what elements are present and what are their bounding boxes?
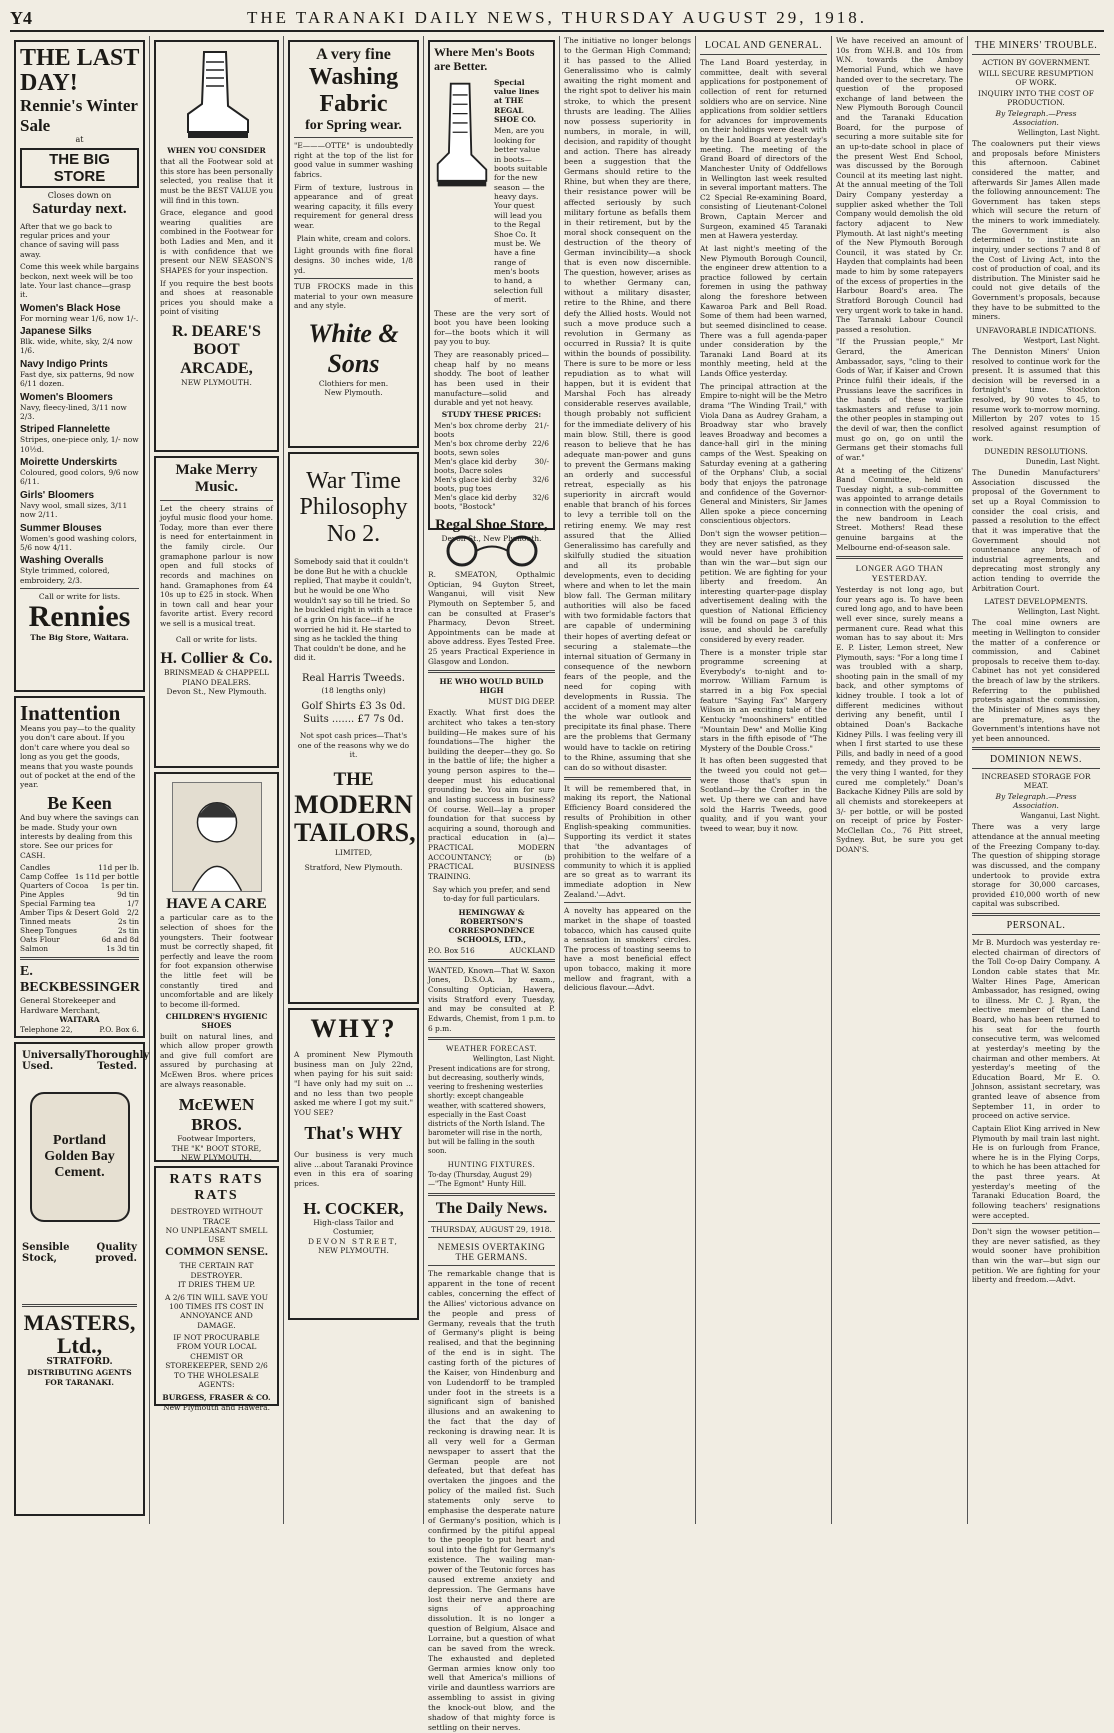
cement-top2: Used. Tested. (22, 1061, 137, 1072)
storage-text: There was a very large attendance at the annual meeting of the Freezing Company to-day. The question of shipping storage was discussed, and the company undertook to provide extra storage for 30,000 carcases, provided £10,000 worth of new capital was subscribed. (972, 822, 1100, 909)
merchant-name: E. BECKBESSINGER (20, 964, 140, 996)
white-sons-brand: White & Sons (308, 319, 399, 378)
build-firm: HEMINGWAY & ROBERTSON'S CORRESPONDENCE SCHOOLS, LTD., (448, 907, 535, 944)
local-text2: At last night's meeting of the New Plymouth Borough Council, the engineer drew attention to a practice followed by certain foremen in using the pathway along the foreshore between Kawaroa Park and Bell Road. Some of them had been warned, but seemed disinclined to cease. There was a full agenda-paper under consideration by the Taranaki Land Board at its monthly meeting, held at the Lands Office yesterday. (700, 243, 827, 378)
price-row: Oats Flour 6d and 8d (20, 935, 139, 945)
price-row: Tinned meats 2s tin (20, 917, 139, 927)
longer-text: Yesterday is not long ago, but four years ago is. To have been cured long ago, and to have been well ever since, surely means a permanent cure. Read what this woman has to say about it: Mrs E. P. Lister, Lemon street, New Plymouth, says: "For a long time I was troubled with a sharp, shooting pain in the small of my back, and other symptoms of kidney trouble. I took a lot of different medicines without deriving any benefit, until I obtained Doan's Backache Kidney Pills. I was feeling very ill when I first started to use these Pills, and badly in need of a good remedy, and they proved to be the very thing I wanted, for they cured me completely." Doan's Backache Kidney Pills are sold by all chemists and storekeepers at 3/- per bottle, or will be posted on receipt of price by Foster-McClellan Co., 76 Pitt street, Sydney. But, be sure you get DOAN'S. (836, 585, 964, 854)
regal-price-row: Men's box chrome derby boots, sewn soles 22/6 (434, 438, 549, 457)
column-4 (424, 36, 560, 1732)
rats-line6: IT DRIES THEM UP. (177, 1280, 256, 1290)
price-row: Quarters of Cocoa 1s per tin. (20, 881, 139, 891)
washing-h3: Fabric (319, 91, 388, 117)
deare-ad (154, 40, 279, 452)
rennies-note: After that we go back to regular prices and your chance of saving will pass away. (20, 221, 119, 259)
cement-ad (14, 1042, 150, 1516)
wowser-advt: Don't sign the wowser petition—they are never satisfied, as they would sooner have prohibition than win the war—but sign our petition. We are fighting for your liberty and freedom.—Advt. (972, 1227, 1100, 1285)
rennies-item-name: Girls' Bloomers (20, 489, 95, 501)
cocker-desc: High-class Tailor and Costumier, (313, 1218, 394, 1237)
washing-text: "E———OTTE" is undoubtedly right at the top of the list for good value in summer washing fabrics. (294, 141, 413, 179)
cement-sack (30, 1092, 130, 1222)
miners-sub3: INQUIRY INTO THE COST OF PRODUCTION. (978, 89, 1094, 107)
cement-agent: DISTRIBUTING AGENTS FOR TARANAKI. (27, 1368, 132, 1387)
column-3 (284, 36, 424, 1524)
rats-line1: DESTROYED WITHOUT TRACE (170, 1207, 263, 1226)
weather-date: Wellington, Last Night. (472, 1055, 555, 1064)
dominion-headline: DOMINION NEWS. (990, 754, 1082, 766)
build-text2: Say which you prefer, and send to-day for full particulars. (432, 884, 551, 904)
col7-text: We have received an amount of 10s from W.H.B. and 10s from W.N. towards the Amboy Memorial Fund, which we have handed over to the secretary. The question of the proposed exchange of land between the New Plymouth Borough Council and the Taranaki Education Board, for the purpose of securing a more suitable site for an up-to-date school in place of the present West End School, was discussed by the Borough Council at its meeting last night. At the annual meeting of the Toll Dairy Company yesterday a supplier asked whether the Toll Company would demolish the old factory adjacent to New Plymouth. At last night's meeting of the New Plymouth Borough Council, it was stated by Cr. Hayden that complaints had been made to him by some ratepayers of the excess of properties in the Harbour Board's area. The Stratford Borough Council had very urgent work to take in hand. The Taranaki Labour Council passed a resolution. (836, 36, 963, 334)
rennies-footer: Call or write for lists. (38, 592, 121, 602)
rennies-item-name: Striped Flannelette (20, 424, 111, 436)
rennies-item-desc: Navy, fleecy-lined, 3/11 now 2/3. (20, 402, 127, 421)
rennies-item-desc: Style trimmed, colored, embroidery, 2/3. (20, 566, 110, 585)
big-store-logo: THE BIG STORE (20, 148, 139, 188)
deare-text: that all the Footwear sold at this store has been personally selected, you realise that it must be the BEST VALUE you will find in this town. (160, 157, 273, 205)
rennies-item-name: Summer Blouses (20, 522, 102, 534)
mcewen-ad (154, 772, 279, 1162)
storage-byline: By Telegraph.—Press Association. (995, 792, 1077, 811)
music-headline: Make Merry Music. (175, 462, 258, 496)
cement-bottom2: Stock, proved. (22, 1253, 137, 1264)
rennies-item-name: Japanese Silks (20, 326, 92, 338)
war-h3: No 2. (326, 520, 381, 547)
washing-frocks: TUB FROCKS made in this material to your own measure and any style. (294, 282, 413, 311)
rennies-item-desc: For morning wear 1/6, now 1/-. (20, 313, 139, 323)
price-row: Sheep Tongues 2s tin (20, 926, 139, 936)
why-headline: WHY? (310, 1014, 397, 1043)
storage-head: INCREASED STORAGE FOR MEAT. (981, 772, 1091, 791)
column-7 (832, 36, 968, 1524)
unfav-text: The Denniston Miners' Union resolved to continue work for the present. It is assumed that this decision will be reversed in a fortnight's time. Stockton resolved, by 90 votes to 45, to resume work to-morrow morning. Millerton by 207 votes to 15 resolved against resumption of work. (972, 346, 1100, 443)
white-sons-sub: Clothiers for men. (318, 379, 389, 388)
regal-name: Regal Shoe Store, (435, 516, 548, 533)
rennies-item-desc: Fast dye, six patterns, 9d now 6/11 dozen. (20, 369, 135, 389)
deare-text3: If you require the best boots and shoes at reasonable prices you should make a point of visiting (160, 278, 273, 317)
deare-town: NEW PLYMOUTH. (181, 378, 252, 388)
child-portrait-illustration (172, 782, 262, 892)
col7-text3: At a meeting of the Citizens' Band Committee, held on Tuesday night, a sub-committee was appointed to arrange details in connection with the opening of the new bandroom in Leach Street. Mothers! Read these genuine bargains at the Melbourne end-of-season sale. (836, 465, 963, 552)
mcewen-sub: CHILDREN'S HYGIENIC SHOES (165, 1011, 268, 1030)
miners-sub1: ACTION BY GOVERNMENT. (981, 58, 1091, 67)
mcewen-town: NEW PLYMOUTH. (181, 1153, 252, 1163)
personal-text: Mr B. Murdoch was yesterday re-elected chairman of directors of the Toll Co-op Dairy Company. A London cable states that Mr. Walter Hines Page, American Ambassador, has resigned, owing to illness. Mr C. J. Ryan, the elective member of the Land Board, who has been returned to his seat for the fourth consecutive term, was welcomed at yesterday's meeting by the chairman and other members. At yesterday's meeting of the Education Board, Mr E. O. Johnson, assistant secretary, was granted leave of absence from September 11, in order to proceed on active service. (972, 938, 1100, 1121)
local-headline: LOCAL AND GENERAL. (704, 40, 823, 51)
rennies-closes: Closes down on (47, 191, 112, 201)
washing-text3: Plain white, cream and colors. (296, 233, 411, 243)
collier-name: H. Collier & Co. (160, 650, 273, 667)
white-sons-town: New Plymouth. (324, 388, 383, 398)
collier-address: Devon St., New Plymouth. (166, 687, 267, 697)
rennies-item-name: Women's Bloomers (20, 391, 113, 403)
editorial-text: The remarkable change that is apparent in the tone of recent cables, concerning the effect of the Allies' victorious advance on the people and press of Germany, reveals that the truth of Germany's plight is being realised, and that the beginning of the end is in sight. The casting forth of the pictures of the Kaiser, von Hindenburg and von Ludendorff to be trampled under foot in the streets is a significant sign of banished illusions and an awakening to the fact that the day of reckoning is drawing near. It is all very well for a German newspaper to assert that the German people are not defeated, but that defeat has overtaken the jingoes and the policy of the mailed fist. Such statements only serve to emphasise the desperate nature of Germany's position, which is confirmed by the pitiful appeal to the people to put heart and soul into the fight for Germany's existence. The wailing man-power of the Teutonic forces has caused extreme anxiety and depression. The Germans have lost their nerve and there are signs of approaching dissolution. It is no longer a question of Belgium, Alsace and Lorraine, but a question of what can be saved from the wreck. The exhausted and depleted German armies know only too well that America's millions of virile and dauntless warriors are assembling to assist in giving the knock-out blow, and the shadow of that mighty force is settling on their nerves. (428, 1269, 555, 1732)
modern-tailors-ad (288, 452, 419, 1004)
washing-h4: for Spring wear. (305, 118, 402, 133)
rennies-sale: Rennie's Winter Sale (20, 96, 138, 135)
inattention-text: Means you pay—to the quality you don't care about. If you don't care where you deal so long as you get the goods, means that you waste pounds out of pocket at the end of the year. (20, 724, 136, 790)
local-text3: The principal attraction at the Empire to-night will be the Metro drama "The Winding Trail," with Viola Dana as Audrey Graham, a Broadway star who bravely leaves Broadway and becomes a dance-hall girl in the mining camps of the West. Speaking on Saturday evening at a gathering of the Orphans' Club, a social body that enjoys the patronage and confidence of the Governor-General and Ministers, Sir James Allen spoke a piece concerning conscientious objectors. (700, 381, 827, 526)
firm-town: Stratford, New Plymouth. (304, 863, 403, 873)
cement-brand: Cement. (54, 1165, 105, 1181)
mcewen-desc: Footwear Importers, (177, 1134, 256, 1144)
cement-city: STRATFORD. (46, 1357, 113, 1368)
firm-modern: MODERN (294, 789, 413, 819)
regal-text2: They are reasonably priced—cheap half by no means shoddy. The boot of leather has been used in their manufacture—solid and durable and yet not heavy. (434, 350, 549, 408)
rats-line8: IF NOT PROCURABLE FROM YOUR LOCAL CHEMIST OR STOREKEEPER, SEND 2/6 TO THE WHOLESALE AGENTS: (165, 1333, 268, 1389)
column-6 (696, 36, 832, 1524)
firm-ltd: LIMITED, (334, 848, 373, 857)
price-row: Salmon 1s 3d tin (20, 944, 139, 954)
white-sons-ad (288, 40, 419, 448)
beckbessinger-ad (14, 696, 145, 1038)
column-1 (10, 36, 150, 1524)
regal-price-row: Men's box chrome derby boots 21/- (434, 420, 549, 439)
tobacco-advt: A novelty has appeared on the market in the shape of toasted tobacco, which has caused quite a sensation in smokers' circles. The process of toasting seems to have a most beneficial effect upon tobacco, making it more mellow and fragrant, with a delicious flavour.—Advt. (564, 906, 691, 993)
cocker-text: A prominent New Plymouth business man on July 22nd, when paying for his suit said: "I have only had my suit on ... and no less than two people asked me where I got my suit." YOU SEE? (294, 1050, 413, 1117)
mcewen-text: a particular care as to the selection of shoes for the youngsters. Their footwear must be correctly shaped, fit perfectly and leave the room for foot expansion otherwise the little feet will be constantly tired and uncomfortable and are likely to become ill-formed. (160, 913, 273, 1009)
cement-bottom: Sensible Quality (22, 1242, 137, 1253)
deare-text2: Grace, elegance and good wearing qualities are combined in the Footwear for both Ladies and Men, and it is with confidence that we present our NEW SEASON'S SHAPES for your inspection. (160, 208, 273, 275)
storage-date: Wanganui, Last Night. (1020, 812, 1100, 821)
regal-headline: Where Men's Boots are Better. (434, 45, 535, 73)
price-list (20, 863, 139, 953)
rennies-location: The Big Store, Waitara. (30, 632, 129, 642)
collier-dealers: BRINSMEAD & CHAPPELL PIANO DEALERS. (163, 668, 270, 687)
washing-text4: Light grounds with fine floral designs. 30 inches wide, 1/8 yd. (294, 246, 413, 275)
masthead-title: THE TARANAKI DAILY NEWS, THURSDAY AUGUST 29, 1918. (246, 8, 868, 27)
weather-head: WEATHER FORECAST. (445, 1044, 538, 1054)
cement-brand: Portland (53, 1132, 106, 1148)
cement-company: MASTERS, Ltd., (23, 1310, 136, 1359)
col7-text2: "If the Prussian people," Mr Gerard, the American Ambassador, says, "cling to their Gods of War, if Kaiser and Crown Prince fulfil their ideals, if the Prussians leave the sacrifices in the hands of these warlike taskmasters and refuse to join the other peoples in stamping out the devil of war, then the conflict must go on, go on until the Germans get their stomachs full of war." (836, 337, 963, 462)
merchant-desc: General Storekeeper and Hardware Merchant, (20, 996, 116, 1015)
washing-h2: Washing (308, 64, 399, 90)
regal-special: Special value lines at THE REGAL SHOE CO. (494, 77, 540, 125)
merchant-address: WAITARA (59, 1015, 100, 1025)
regal-price-row: Men's glace kid derby boots, pug toes 32/6 (434, 474, 549, 493)
newspaper-page (10, 36, 1104, 1732)
unfav-head: UNFAVORABLE INDICATIONS. (975, 325, 1097, 335)
cocker-name: H. COCKER, (303, 1198, 404, 1218)
rats-line2: NO UNPLEASANT SMELL (165, 1225, 268, 1235)
unfav-date: Westport, Last Night. (1023, 336, 1100, 345)
rennies-item-name: Washing Overalls (20, 555, 104, 567)
latest-date: Wellington, Last Night. (1017, 608, 1100, 617)
personal-text2: Captain Eliot King arrived in New Plymouth by mail train last night. He is on furlough from France, where he is in the Flying Corps, to which he has been attached for the past three years. At yesterday's meeting of the Taranaki Education Board, the following teachers' resignations were accepted. (972, 1123, 1100, 1220)
collier-ad (154, 456, 279, 768)
cocker-ad (288, 1008, 419, 1320)
column-5 (560, 36, 696, 1524)
paper-date: THURSDAY, AUGUST 29, 1918. (431, 1225, 552, 1235)
rennies-brand: Rennies (28, 600, 131, 634)
price-row: Candles 11d per lb. (20, 863, 139, 873)
rennies-day: Saturday next. (32, 201, 127, 218)
rennies-item-name: Navy Indigo Prints (20, 358, 108, 370)
build-headline: HE WHO WOULD BUILD HIGH (439, 677, 544, 696)
smeaton-notice: R. SMEATON, Opthalmic Optician, 94 Guyton Street, Wanganui, will visit New Plymouth on September 5, and can be consulted at Fraser's Pharmacy, Devon Street. Appointments can be made at above address. Eyes Tested Free. 25 years Practical Experience in Glasgow and London. (428, 570, 555, 666)
suits-price: Suits ....... £7 7s 0d. (303, 714, 404, 726)
keen-headline: Be Keen (47, 792, 112, 813)
rats-agents: BURGESS, FRASER & CO. (162, 1393, 271, 1403)
regal-special-text: Men, are you looking for better value in boots—boots suitable for the new season — the heavy days. Your quest will lead you to the Regal Shoe Co. It must be. We have a fine range of men's boots to hand, a selection full of merit. (494, 126, 548, 305)
rennies-item-desc: Women's good washing colors, 5/6 now 4/11. (20, 533, 137, 552)
tweeds-len: (18 lengths only) (321, 686, 386, 696)
cement-top: Universally Thoroughly (22, 1050, 150, 1061)
latest-head: LATEST DEVELOPMENTS. (984, 597, 1088, 607)
cocker-tagline: That's WHY (304, 1123, 403, 1144)
local-text: The Land Board yesterday, in committee, dealt with several applications for postponement of collection of rent for returned soldiers who are on service. Nine applications from soldier settlers for advances for improvements on their holdings were dealt with by the Land Board at yesterday's meeting. The meeting of the Grand Board of directors of the Manchester Unity of Oddfellows in Wellington last week resulted in several important matters. The C2 Special Re-examining Board, consisting of Lieutenant-Colonel Brown, Captain Mercer and Surgeon, examined 45 Taranaki men at Hawera yesterday. (700, 58, 827, 241)
regal-price-row: Men's glace kid derby boots, "Bostock" 32/6 (434, 492, 549, 511)
rats-line5: THE CERTAIN RAT DESTROYER. (179, 1261, 254, 1280)
rats-header: RATS RATS RATS (169, 1172, 264, 1204)
mcewen-sub-text: built on natural lines, and which allow proper growth and give full comfort are assured by purchasing at McEwen Bros. where prices are always reasonable. (160, 1031, 273, 1089)
washing-text2: Firm of texture, lustrous in appearance and of great wearing capacity, it fills every requirement for general dress wear. (294, 182, 413, 230)
hunt-head: HUNTING FIXTURES. (447, 1160, 536, 1170)
rennies-items (20, 303, 139, 585)
mcewen-name: McEWEN BROS. (178, 1095, 255, 1134)
golf-price: Golf Shirts £3 3s 0d. (301, 701, 406, 713)
firm-the: THE (333, 768, 374, 790)
inattention-headline: Inattention (20, 701, 121, 725)
deare-header: WHEN YOU CONSIDER (167, 146, 266, 155)
rennies-item-desc: Navy wool, small sizes, 3/11 now 2/11. (20, 500, 128, 520)
price-row: Camp Coffee 1s 11d per bottle (20, 872, 139, 882)
merchant-contact: Telephone 22, P.O. Box 6. (20, 1024, 139, 1034)
editorial-continued: The initiative no longer belongs to the German High Command; it has passed to the Allied Generalissimo who is calmly awaiting the right moment and the right spot to deliver his main stroke, to which the present thrusts are leading. The Allies now possess superiority in numbers, in morale, in will, decision, and rapidity of thought and action. There has already been a suggestion that the Germans should retire to the Rhine, but when they are there, their resistance power will be affected seriously by such military fortune as befalls them in their retirement, but by the moral shock consequent on the destruction of the theory of German invincibility—a shock that is even now discernible. The question, however, arises as to whether Germany can, without a military disaster, retire to the Rhine, and there defy the Allied hosts. Would not such a move produce such a revolution in Germany as occurred in Russia? It is quite within the bounds of possibility. There is sure to be more or less repudiation as to what will happen, but it is evident that Marshal Foch has already considerable reserves available, though probably not sufficient for the immediate delivery of his main blow. Still, there is good reason to believe that he has adequate man-power and guns to prevent the Germans making an orderly and successful retreat, especially as his superiority in aircraft would enable that branch of his forces to levy a terrible toll on the retiring enemy. We may rest assured that the Allied Generalissimo has carefully and skilfully studied the situation and all its probable developments, even to deciding where and when to let the main blow fall. The German military authorities will also be faced with two formidable factors that are capable of undermining their hopes of averting defeat or securing a stalemate—the internal situation of Germany in consequence of the newborn fears of the people, and the need for coping with developments in Russia. The accident of a moment may alter the whole war outlook and precipitate its final phase. There are the problems that Germany would have to tackle on retiring to the Rhine, assuming that she can do so without disaster. (564, 36, 691, 772)
rennies-note2: Come this week while bargains beckon, next week will be too late. Your last chance—grasp it. (20, 262, 139, 300)
miners-byline: By Telegraph.—Press Association. (995, 109, 1077, 127)
rats-line7: A 2/6 TIN WILL SAVE YOU 100 TIMES ITS COST IN ANNOYANCE AND DAMAGE. (164, 1292, 269, 1330)
dunedin-text: The Dunedin Manufacturers' Association discussed the proposal of the Government to set up a Royal Commission to consider the coal crisis, and passed a resolution to the effect that it was imperative that the Government should not countenance any breach of industrial agreements, and deprecating most strongly any action tending to override the Arbitration Court. (972, 468, 1100, 593)
mcewen-headline: HAVE A CARE (166, 896, 267, 912)
rennies-item-desc: Stripes, one-piece only, 1/- now 10½d. (20, 435, 139, 454)
latest-text: The coal mine owners are meeting in Wellington to consider the matter of a conference or commission, and Cabinet proposals to receive them to-day. Cabinet has not yet considered the breach of law by the strikers. Referring to the published protests against the commission, the Minister of Mines says they are premature, as the Government's intentions have not yet been announced. (972, 618, 1100, 743)
rennies-item-name: Women's Black Hose (20, 302, 121, 314)
rats-ad (154, 1166, 279, 1412)
cocker-town: NEW PLYMOUTH. (318, 1246, 389, 1256)
dunedin-date: Dunedin, Last Night. (1025, 458, 1100, 467)
regal-text: These are the very sort of boot you have been looking for—the boots which it will pay you to buy. (434, 308, 549, 347)
rennies-item-desc: Coloured, good colors, 9/6 now 6/11. (20, 468, 139, 487)
price-row: Amber Tips & Desert Gold 2/2 (20, 908, 139, 918)
rats-line4: COMMON SENSE. (165, 1243, 268, 1258)
war-note: Not spot cash prices—That's one of the reasons why we do it. (297, 731, 410, 760)
regal-boot-illustration (434, 78, 490, 194)
mcewen-store: THE "K" BOOT STORE, (171, 1143, 262, 1153)
dunedin-head: DUNEDIN RESOLUTIONS. (984, 447, 1088, 457)
war-h2: Philosophy (299, 494, 408, 521)
weather-text: Present indications are for strong, but decreasing, southerly winds, veering to freshening westerlies shortly: except changeable weather, with scattered showers, especially in the East Coast districts of the North Island. The barometer will rise in the north, but will be falling in the south soon. (428, 1065, 551, 1155)
personal-headline: PERSONAL. (1006, 920, 1066, 931)
masthead (10, 6, 1104, 32)
price-row: Special Farming tea 1/7 (20, 899, 139, 909)
build-sub: MUST DIG DEEP. (488, 697, 555, 707)
music-text: Let the cheery strains of joyful music flood your home. Today, more than ever there is need for entertainment in the family circle. Our gramaphone parlour is now open and full stocks of records and machines on hand. Gramaphones from £4 10s up to £25 in stock. When in town call and hear your favorite artist. Every record we sell is a musical treat. (160, 503, 273, 628)
cement-brand: Golden Bay (44, 1148, 115, 1164)
hunt-text: To-day (Thursday, August 29) —"The Egmont" Hunty Hill. (428, 1171, 532, 1189)
rennies-at: at (75, 135, 84, 145)
cocker-street: DEVON STREET, (308, 1236, 399, 1246)
editorial-headline: NEMESIS OVERTAKING THE GERMANS. (437, 1242, 546, 1263)
local-text5: There is a monster triple star programme screening at Everybody's to-night and to-morrow. William Farnum is starred in a big Fox special feature "Saying Fax" Margery Wilson in an exciting tale of the Kentucky "moonshiners" entitled "Mountain Dew" and Mollie King stars in the fifth episode of "The Mystery of the Double Cross." (700, 647, 827, 753)
deare-name: R. DEARE'S BOOT ARCADE, (172, 323, 261, 377)
paper-name: The Daily News. (435, 1200, 548, 1218)
miners-sub2: WILL SECURE RESUMPTION OF WORK. (978, 69, 1094, 87)
rennies-item-name: Moirette Underskirts (20, 457, 118, 469)
washing-h1: A very fine (316, 46, 391, 63)
miners-headline: THE MINERS' TROUBLE. (974, 40, 1098, 51)
miners-date: Wellington, Last Night. (1017, 129, 1100, 137)
war-h1: War Time (306, 468, 401, 494)
rats-agents-town: New Plymouth and Hawera. (163, 1402, 270, 1412)
efficiency-advt: It will be remembered that, in making its report, the National Efficiency Board considered the results of Prohibition in other English-speaking communities. Supporting its verdict it states that 'the advantages of prohibition to the welfare of a community to which it is applied are so great as to warrant its immediate adoption in New Zealand.'—Advt. (564, 783, 691, 899)
regal-price-row: Men's glace kid derby boots, Dacre soles 30/- (434, 456, 549, 475)
column-8 (968, 36, 1104, 1524)
rennies-ad (14, 40, 145, 692)
build-contact: P.O. Box 516 AUCKLAND (428, 945, 555, 955)
tweeds: Real Harris Tweeds. (302, 673, 405, 685)
longer-headline: LONGER AGO THAN YESTERDAY. (855, 563, 944, 584)
regal-prices-head: STUDY THESE PRICES: (441, 409, 542, 419)
music-footer: Call or write for lists. (175, 634, 258, 644)
local-text4: Don't sign the wowser petition—they are never satisfied, as they would never have prohibition than win the war—but sign our petition. We are fighting for your liberty and freedom. An interesting quarter-page display advertisement dealing with the question of National Efficiency will be found on page 3 of this issue, and should be carefully considered by every reader. (700, 529, 827, 644)
regal-address: Devon St., New Plymouth. (441, 534, 542, 544)
build-text: Exactly. What first does the architect who takes a ten-story building—He makes sure of his foundations—The higher the building the deeper—they go. So in the battle of life; the higher a young person aspires to the—deeper must his educational grounding be. You aim for sure and lasting success in business? Of course. Well—lay a proper foundation for that success by acquiring a sound, thorough and practical education in (a)—PRACTICAL MODERN ACCOUNTANCY; or (b) PRACTICAL BUSINESS TRAINING. (428, 708, 555, 881)
page-number: Y4 (10, 7, 32, 28)
wanted-notice: WANTED, Known—That W. Saxon Jones, D.S.O.A. by exam., Consulting Optician, Hawera, visits Stratford every Tuesday, and may be consulted at P. Edwards, Chemist, from 1 p.m. to 6 p.m. (428, 965, 555, 1033)
cocker-text2: Our business is very much alive ...about Taranaki Province even in this era of soaring prices. (294, 1150, 413, 1188)
rennies-item-desc: Blk. wide, white, sky, 2/4 now 1/6. (20, 337, 133, 356)
miners-text: The coalowners put their views and proposals before Ministers this afternoon. Cabinet considered the matter, and afterwards Sir James Allen made the following announcement: The Government has taken steps which will secure the return of the miners to work immediately. The Government is also determined to institute an inquiry, under sections 7 and 8 of the Cost of Living Act, into the cost of production of coal, and its distribution. The Minister said he could not give details of the Government's proposals, because they have to be submitted to the miners. (972, 139, 1100, 322)
rennies-headline: THE LAST DAY! (20, 45, 139, 97)
price-row: Pine Apples 9d tin (20, 890, 139, 900)
rats-line3: USE (208, 1235, 225, 1245)
war-poem: Somebody said that it couldn't be done But he with a chuckle replied, That maybe it couldn't, but he would be one Who wouldn't say so till he tried. So he buckled right in with a trace of a grin On his face—if he worried he hid it. He started to sing as he tackled the thing That couldn't be done, and he did it. (294, 557, 413, 663)
column-2 (150, 36, 284, 1524)
regal-price-list (434, 421, 549, 511)
local-text6: It has often been suggested that the tweed you could not get—were those that's spun in Scotland—by the Crofter in the wet. Up there we can and have sold the Harris Tweeds, good quality, and if you want your tweed to wear, buy it now. (700, 756, 827, 833)
firm-tailors: TAILORS, (294, 818, 416, 848)
keen-text: And buy where the savings can be made. Study your own interests by dealing from this store. See our prices for CASH. (20, 813, 139, 860)
regal-ad (428, 40, 555, 544)
boot-illustration (182, 48, 252, 144)
